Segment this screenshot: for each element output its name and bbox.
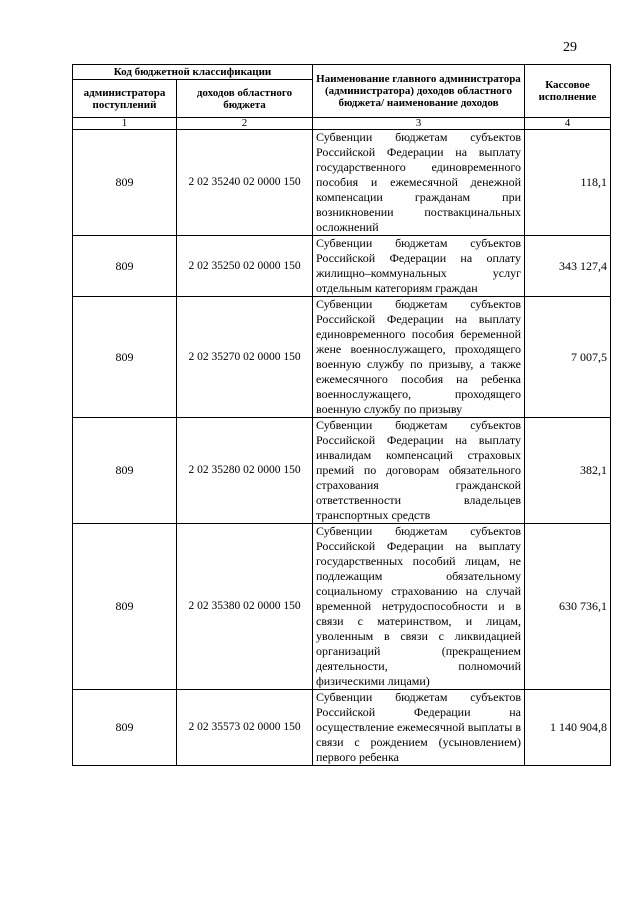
income-code: 2 02 35280 02 0000 150 bbox=[177, 418, 313, 524]
column-number: 4 bbox=[525, 118, 611, 130]
income-code: 2 02 35270 02 0000 150 bbox=[177, 297, 313, 418]
admin-code: 809 bbox=[73, 524, 177, 690]
cash-amount: 7 007,5 bbox=[525, 297, 611, 418]
table-row bbox=[73, 236, 611, 297]
revenue-description: Субвенции бюджетам субъектов Российской Федерации на оплату жилищно–коммунальных услуг отдельным категориям граждан bbox=[313, 236, 525, 297]
cash-amount: 382,1 bbox=[525, 418, 611, 524]
cash-amount: 118,1 bbox=[525, 130, 611, 236]
income-code: 2 02 35250 02 0000 150 bbox=[177, 236, 313, 297]
income-code: 2 02 35380 02 0000 150 bbox=[177, 524, 313, 690]
revenue-description: Субвенции бюджетам субъектов Российской Федерации на выплату инвалидам компенсаций страховых премий по договорам обязательного страхования гражданской ответственности владельцев транспортных средств bbox=[313, 418, 525, 524]
table-row bbox=[73, 524, 611, 690]
column-number-row bbox=[73, 118, 611, 130]
admin-code: 809 bbox=[73, 236, 177, 297]
cash-amount: 343 127,4 bbox=[525, 236, 611, 297]
column-number: 1 bbox=[73, 118, 177, 130]
revenue-description: Субвенции бюджетам субъектов Российской Федерации на выплату государственных пособий лицам, не подлежащим обязательному социальному страхованию на случай временной нетрудоспособности и в связи с материнством, и лицам, уволенным в связи с ликвидацией организаций (прекращением деятельности, полномочий физическими лицами) bbox=[313, 524, 525, 690]
admin-code: 809 bbox=[73, 418, 177, 524]
table-row bbox=[73, 418, 611, 524]
budget-table bbox=[72, 64, 611, 766]
header-classification-code: Код бюджетной классификации bbox=[73, 65, 313, 80]
page-number: 29 bbox=[563, 40, 577, 55]
header-income: доходов областного бюджета bbox=[177, 80, 313, 118]
header-revenue-name: Наименование главного администратора (администратора) доходов областного бюджета/ наименование доходов bbox=[313, 65, 525, 118]
header-row-top bbox=[73, 65, 611, 80]
admin-code: 809 bbox=[73, 130, 177, 236]
income-code: 2 02 35240 02 0000 150 bbox=[177, 130, 313, 236]
revenue-description: Субвенции бюджетам субъектов Российской Федерации на выплату государственного единовременного пособия и ежемесячной денежной компенсации гражданам при возникновении поствакцинальных осложнений bbox=[313, 130, 525, 236]
cash-amount: 1 140 904,8 bbox=[525, 690, 611, 766]
income-code: 2 02 35573 02 0000 150 bbox=[177, 690, 313, 766]
table-row bbox=[73, 690, 611, 766]
header-admin: администратора поступлений bbox=[73, 80, 177, 118]
admin-code: 809 bbox=[73, 690, 177, 766]
table-row bbox=[73, 130, 611, 236]
column-number: 2 bbox=[177, 118, 313, 130]
table-row bbox=[73, 297, 611, 418]
admin-code: 809 bbox=[73, 297, 177, 418]
revenue-description: Субвенции бюджетам субъектов Российской Федерации на осуществление ежемесячной выплаты в связи с рождением (усыновлением) первого ребенка bbox=[313, 690, 525, 766]
cash-amount: 630 736,1 bbox=[525, 524, 611, 690]
revenue-description: Субвенции бюджетам субъектов Российской Федерации на выплату единовременного пособия беременной жене военнослужащего, проходящего военную службу по призыву, а также ежемесячного пособия на ребенка военнослужащего, проходящего военную службу по призыву bbox=[313, 297, 525, 418]
column-number: 3 bbox=[313, 118, 525, 130]
header-cash-execution: Кассовое исполнение bbox=[525, 65, 611, 118]
